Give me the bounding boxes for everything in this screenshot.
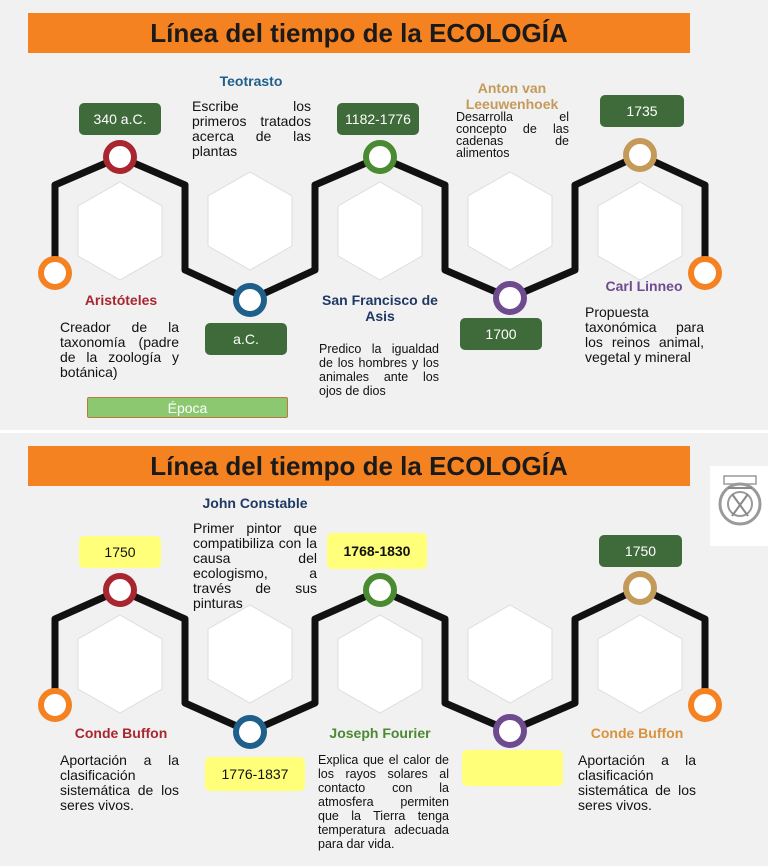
desc-fourier: Explica que el calor de los rayos solares al contacto con la atmosfera permiten que la Tierra tenga temperatura adecuada para dar vida. — [318, 753, 449, 851]
node-circle — [106, 576, 134, 604]
slide-title: Línea del tiempo de la ECOLOGÍA — [150, 17, 568, 48]
node-circle — [691, 691, 719, 719]
logo-emblem-icon — [710, 466, 768, 546]
desc-buffon-2: Aportación a la clasificación sistemática de los seres vivos. — [578, 752, 696, 813]
node-circle — [366, 576, 394, 604]
node-circle — [236, 286, 264, 314]
name-aristoteles: Aristóteles — [84, 292, 158, 308]
name-anton: Anton van Leeuwenhoek — [465, 80, 559, 112]
node-circle — [236, 718, 264, 746]
node-circle — [496, 284, 524, 312]
date-badge: 1750 — [79, 536, 161, 568]
hexagon — [338, 615, 422, 713]
desc-constable: Primer pintor que compatibiliza con la causa del ecologismo, a través de sus pinturas — [193, 520, 317, 611]
name-francisco: San Francisco de Asis — [322, 292, 438, 324]
node-circle — [41, 259, 69, 287]
hexagon — [598, 615, 682, 713]
date-badge: a.C. — [205, 323, 287, 355]
slide-title: Línea del tiempo de la ECOLOGÍA — [150, 450, 568, 481]
hexagon — [338, 182, 422, 280]
hexagon — [78, 615, 162, 713]
hexagon — [78, 182, 162, 280]
hexagon — [468, 172, 552, 270]
node-circle — [691, 259, 719, 287]
desc-anton: Desarrolla el concepto de las cadenas de alimentos — [456, 110, 569, 160]
date-badge: 1735 — [600, 95, 684, 127]
node-circle — [366, 143, 394, 171]
date-badge: 1776-1837 — [205, 757, 305, 791]
name-buffon-1: Conde Buffon — [74, 725, 168, 741]
epoca-label: Época — [87, 397, 288, 418]
desc-teotrasto: Escribe los primeros tratados acerca de las plantas — [192, 98, 311, 159]
desc-aristoteles: Creador de la taxonomía (padre de la zoología y botánica) — [60, 319, 179, 380]
institution-logo — [710, 466, 768, 546]
hexagon — [208, 605, 292, 703]
node-circle — [626, 141, 654, 169]
date-badge-empty — [462, 750, 563, 786]
date-badge: 340 a.C. — [79, 103, 161, 135]
node-circle — [626, 574, 654, 602]
name-fourier: Joseph Fourier — [329, 725, 431, 741]
hexagon — [598, 182, 682, 280]
name-constable: John Constable — [202, 495, 308, 511]
date-badge: 1700 — [460, 318, 542, 350]
date-badge: 1182-1776 — [337, 103, 419, 135]
node-circle — [106, 143, 134, 171]
hexagon — [468, 605, 552, 703]
node-circle — [496, 717, 524, 745]
node-circle — [41, 691, 69, 719]
date-badge: 1768-1830 — [327, 533, 427, 569]
date-badge: 1750 — [599, 535, 682, 567]
slide-2 — [0, 433, 768, 866]
desc-francisco: Predico la igualdad de los hombres y los animales ante los ojos de dios — [319, 342, 439, 398]
hexagon — [208, 172, 292, 270]
desc-buffon-1: Aportación a la clasificación sistemática de los seres vivos. — [60, 752, 179, 813]
slide-1 — [0, 0, 768, 430]
name-teotrasto: Teotrasto — [219, 73, 283, 89]
name-buffon-2: Conde Buffon — [590, 725, 684, 741]
name-linneo: Carl Linneo — [605, 278, 683, 294]
desc-linneo: Propuesta taxonómica para los reinos animal, vegetal y mineral — [585, 304, 704, 365]
